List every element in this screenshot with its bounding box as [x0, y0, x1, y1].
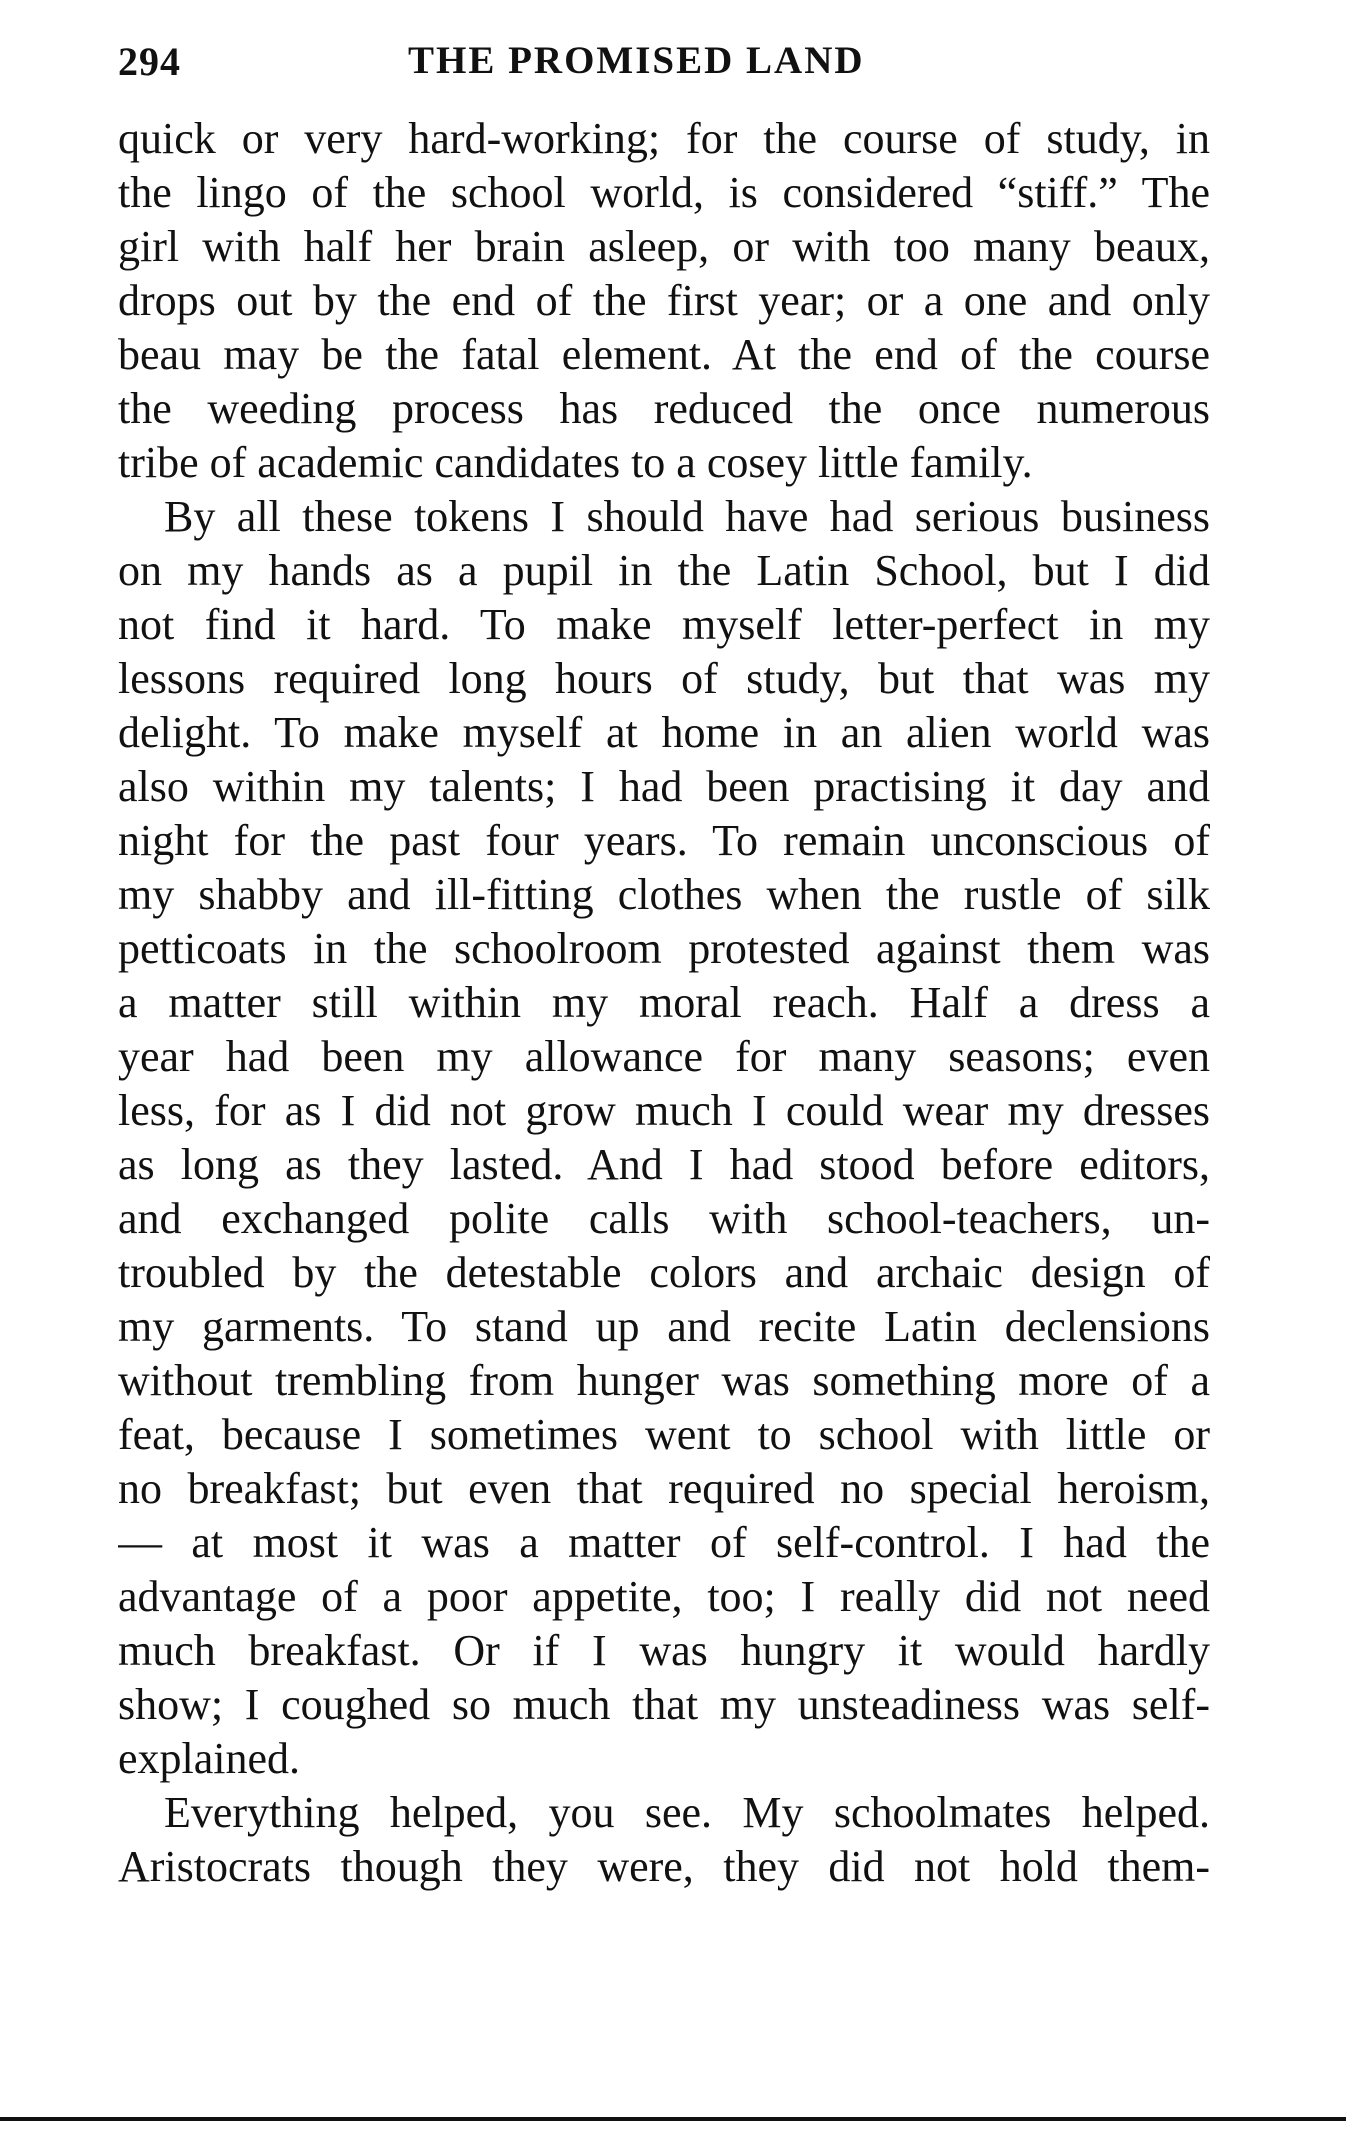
text-line: not find it hard. To make myself letter-perfect in my — [118, 600, 1210, 649]
text-line: without trembling from hunger was something more of a — [118, 1356, 1210, 1405]
text-line: Aristocrats though they were, they did not hold them- — [118, 1842, 1210, 1891]
text-line: By all these tokens I should have had serious business — [164, 492, 1210, 541]
text-line: quick or very hard-working; for the course of study, in — [118, 114, 1210, 163]
text-line: tribe of academic candidates to a cosey little family. — [118, 438, 1033, 487]
text-line: night for the past four years. To remain unconscious of — [118, 816, 1210, 865]
text-line: year had been my allowance for many seasons; even — [118, 1032, 1210, 1081]
body-text — [118, 112, 1210, 1894]
bottom-rule — [0, 2117, 1346, 2121]
text-line: Everything helped, you see. My schoolmates helped. — [164, 1788, 1210, 1837]
text-line: advantage of a poor appetite, too; I really did not need — [118, 1572, 1210, 1621]
text-line: delight. To make myself at home in an alien world was — [118, 708, 1210, 757]
text-line: on my hands as a pupil in the Latin School, but I did — [118, 546, 1210, 595]
text-line: also within my talents; I had been practising it day and — [118, 762, 1210, 811]
text-line: girl with half her brain asleep, or with too many beaux, — [118, 222, 1210, 271]
text-line: drops out by the end of the first year; or a one and only — [118, 276, 1210, 325]
text-line: no breakfast; but even that required no special heroism, — [118, 1464, 1210, 1513]
text-line: as long as they lasted. And I had stood before editors, — [118, 1140, 1210, 1189]
text-line: petticoats in the schoolroom protested against them was — [118, 924, 1210, 973]
text-line: — at most it was a matter of self-control. I had the — [118, 1518, 1210, 1567]
paragraph-2 — [118, 490, 1210, 1786]
text-line: my shabby and ill-fitting clothes when the rustle of silk — [118, 870, 1210, 919]
text-line: less, for as I did not grow much I could wear my dresses — [118, 1086, 1210, 1135]
text-line: show; I coughed so much that my unsteadiness was self- — [118, 1680, 1210, 1729]
paragraph-1 — [118, 112, 1210, 490]
text-line: feat, because I sometimes went to school with little or — [118, 1410, 1210, 1459]
text-line: lessons required long hours of study, but that was my — [118, 654, 1210, 703]
book-title: THE PROMISED LAND — [408, 39, 865, 82]
text-line: much breakfast. Or if I was hungry it would hardly — [118, 1626, 1210, 1675]
text-line: explained. — [118, 1734, 301, 1783]
page-number: 294 — [118, 39, 181, 84]
text-line: and exchanged polite calls with school-teachers, un- — [118, 1194, 1210, 1243]
text-line: the lingo of the school world, is considered “stiff.” The — [118, 168, 1210, 217]
text-line: beau may be the fatal element. At the end of the course — [118, 330, 1210, 379]
text-line: my garments. To stand up and recite Latin declensions — [118, 1302, 1210, 1351]
text-line: the weeding process has reduced the once numerous — [118, 384, 1210, 433]
text-line: troubled by the detestable colors and archaic design of — [118, 1248, 1210, 1297]
running-head — [118, 38, 1208, 98]
paragraph-3 — [118, 1786, 1210, 1894]
text-line: a matter still within my moral reach. Half a dress a — [118, 978, 1210, 1027]
